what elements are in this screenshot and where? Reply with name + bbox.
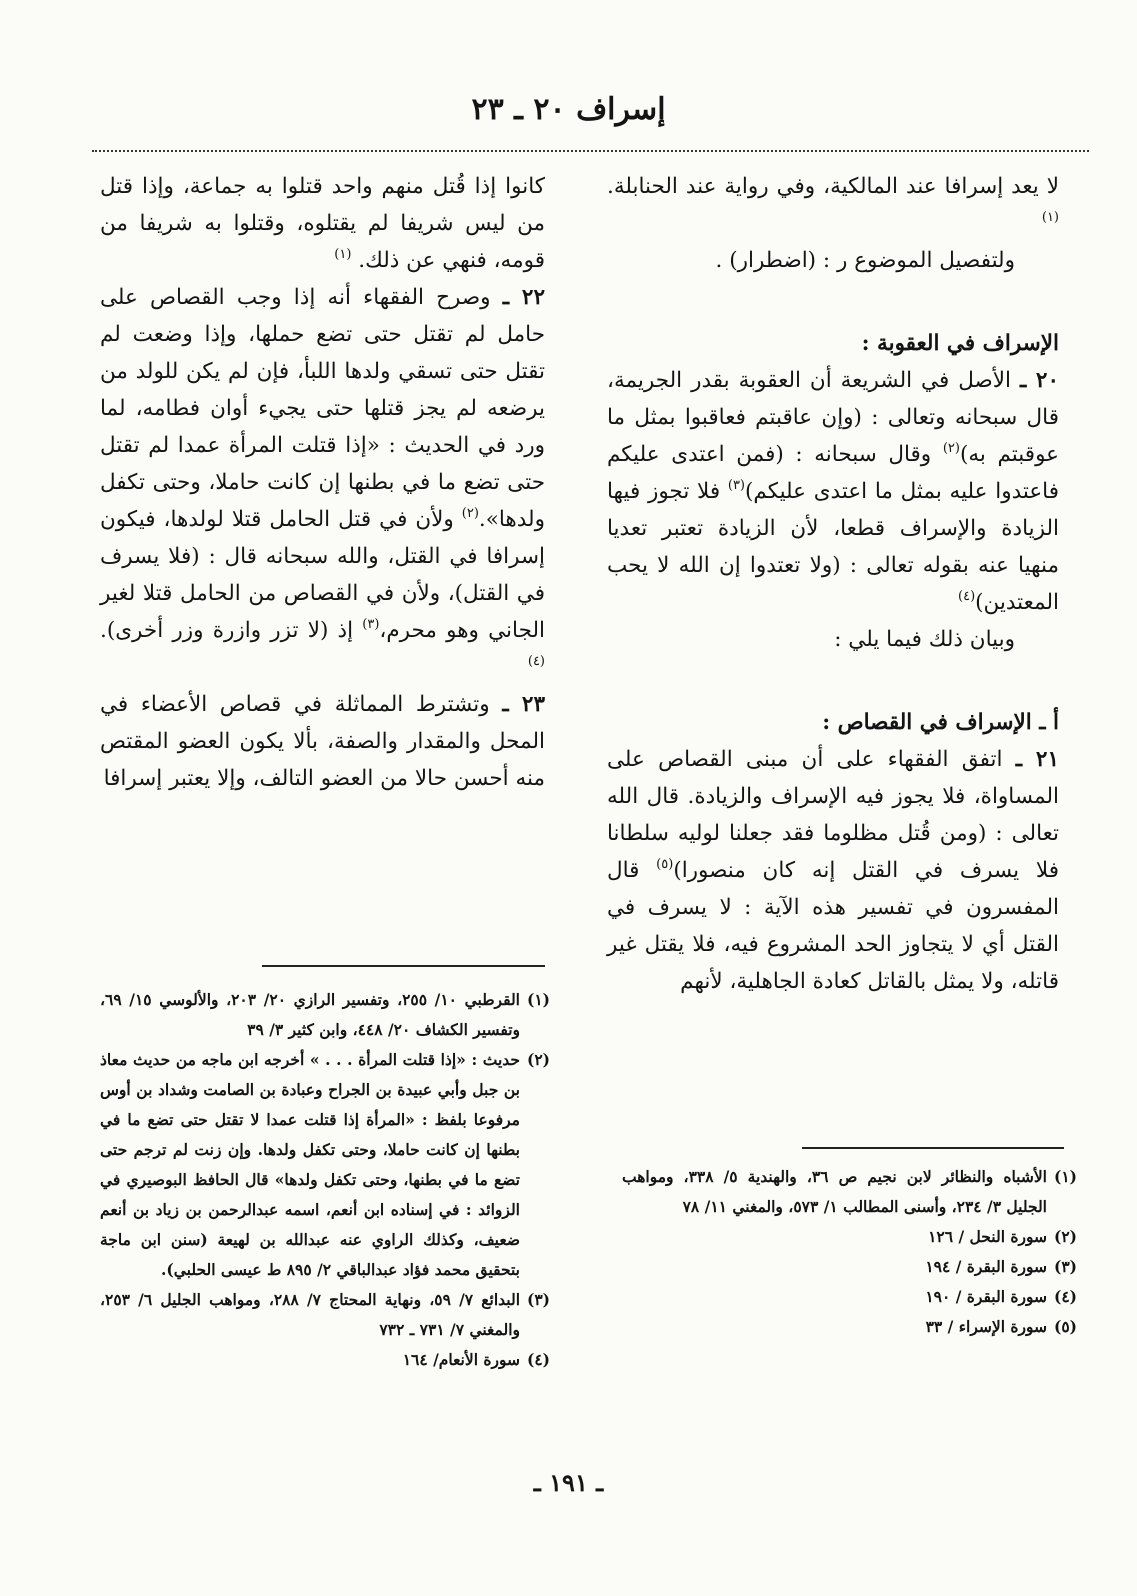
paragraph-text: وقال سبحانه : (فمن اعتدى عليكم فاعتدوا عليه بمثل ما اعتدى عليكم) [607, 442, 1060, 504]
footnote-ref[interactable]: (١) [334, 247, 352, 262]
right-column [607, 168, 1059, 1000]
footnotes-right [622, 1162, 1077, 1342]
paragraph-21 [607, 741, 1059, 1000]
paragraph-number: ٢٠ ـ [1019, 368, 1059, 393]
footnote-ref[interactable]: (٣) [727, 478, 745, 493]
footnote-ref[interactable]: (١) [1041, 210, 1059, 225]
footnote-text: البدائع ٧/ ٥٩، ونهاية المحتاج ٧/ ٢٨٨، ومواهب الجليل ٦/ ٢٥٣، والمغني ٧/ ٧٣١ ـ ٧٣٢ [100, 1290, 521, 1339]
footnote-text: حديث : «إذا قتلت المرأة . . . » أخرجه ابن ماجه من حديث معاذ بن جبل وأبي عبيدة بن الجراح وعبادة بن الصامت وشداد بن أوس مرفوعا بلفظ : «المرأة إذا قتلت عمدا لا تقتل حتى تضع ما في بطنها إن كانت حاملا، وحتى تكفل ولدها. وإن زنت لم ترجم حتى تضع ما في بطنها، وحتى تكفل ولدها» قال الحافظ البوصيري في الزوائد : في إسناده ابن أنعم، اسمه عبدالرحمن بن زياد بن أنعم ضعيف، وكذلك الراوي عنه عبدالله بن لهيعة (سنن ابن ماجة بتحقيق محمد فؤاد عبدالباقي ٢/ ٨٩٥ ط عيسى الحلبي). [100, 1050, 520, 1279]
footnote-number: (٤) [1053, 1287, 1077, 1306]
section-heading-qisas: أ ـ الإسراف في القصاص : [822, 710, 1059, 735]
header-divider [92, 150, 1089, 152]
paragraph-text: قال المفسرون في تفسير هذه الآية : لا يسرف في القتل أي لا يتجاوز الحد المشروع فيه، فلا يقتل غير قاتله، ولا يمثل بالقاتل كعادة الجاهلية، لأنهم [607, 858, 1059, 994]
paragraph-explanation: وبيان ذلك فيما يلي : [834, 627, 1015, 652]
paragraph-text: وصرح الفقهاء أنه إذا وجب القصاص على حامل لم تقتل حتى تضع حملها، وإذا وضعت لم تقتل حتى تسقي ولدها اللبأ، فإن لم يكن للولد من يرضعه لم يجز قتلها حتى يجيء أوان فطامه، لما ورد في الحديث : «إذا قتلت المرأة عمدا لم تقتل حتى تضع ما في بطنها إن كانت حاملا، وحتى تكفل ولدها». [100, 285, 545, 532]
footnote-number: (٢) [1053, 1227, 1077, 1246]
paragraph-text: الأصل في الشريعة أن العقوبة بقدر الجريمة، قال سبحانه وتعالى : (وإن عاقبتم فعاقبوا بمثل ما عوقبتم به) [607, 368, 1060, 467]
footnote-number: (١) [526, 990, 550, 1009]
footnote-text: سورة الإسراء / ٣٣ [925, 1317, 1047, 1336]
page-title: إسراف ٢٠ ـ ٢٣ [471, 92, 666, 127]
footnote-ref[interactable]: (٢) [461, 506, 479, 521]
paragraph-hanbali [607, 168, 1059, 242]
paragraph-number: ٢٢ ـ [502, 285, 545, 310]
paragraph-text: كانوا إذا قُتل منهم واحد قتلوا به جماعة، وإذا قتل من ليس شريفا لم يقتلوه، وقتلوا به شريفا من قومه، فنهي عن ذلك. [100, 174, 545, 273]
footnote-item [100, 1285, 550, 1345]
paragraph-text: إذ (لا تزر وازرة وزر أخرى). [100, 618, 363, 643]
paragraph-23 [100, 686, 545, 797]
paragraph-number: ٢١ ـ [1015, 747, 1059, 772]
paragraph-number: ٢٣ ـ [502, 692, 545, 717]
paragraph-text: وتشترط المماثلة في قصاص الأعضاء في المحل والمقدار والصفة، بألا يكون العضو المقتص منه أحسن حالا من العضو التالف، وإلا يعتبر إسرافا [100, 692, 545, 791]
footnote-ref[interactable]: (٢) [942, 441, 960, 456]
footnote-ref[interactable]: (٤) [527, 654, 545, 669]
page-number: ـ ١٩١ ـ [533, 1468, 604, 1497]
paragraph-continuation [100, 168, 545, 279]
paragraph-20 [607, 362, 1059, 621]
footnote-ref[interactable]: (٣) [362, 617, 380, 632]
footnote-number: (٣) [1053, 1257, 1077, 1276]
footnote-item [622, 1252, 1077, 1282]
paragraph-see-also: ولتفصيل الموضوع ر : (اضطرار) . [715, 248, 1015, 273]
footnote-item [622, 1312, 1077, 1342]
paragraph-text: فلا تجوز فيها الزيادة والإسراف قطعا، لأن الزيادة تعتبر تعديا منهيا عنه بقوله تعالى : (ولا تعتدوا إن الله لا يحب المعتدين) [607, 479, 1059, 615]
footnote-item [100, 1345, 550, 1375]
footnote-number: (٢) [526, 1050, 550, 1069]
footnote-item [622, 1162, 1077, 1222]
footnote-item [622, 1222, 1077, 1252]
footnote-text: سورة البقرة / ١٩٠ [925, 1287, 1047, 1306]
paragraph-text: ولأن في قتل الحامل قتلا لولدها، فيكون إسرافا في القتل، والله سبحانه قال : (فلا يسرف في القتل)، ولأن في القصاص من الحامل قتلا لغير الجاني وهو محرم، [100, 507, 545, 643]
footnote-number: (٥) [1053, 1317, 1077, 1336]
paragraph-22 [100, 279, 545, 686]
paragraph-text: لا يعد إسرافا عند المالكية، وفي رواية عند الحنابلة. [607, 174, 1059, 199]
footnote-text: الأشباه والنظائر لابن نجيم ص ٣٦، والهندية ٥/ ٣٣٨، ومواهب الجليل ٣/ ٢٣٤، وأسنى المطالب ١/ ٥٧٣، والمغني ١١/ ٧٨ [622, 1167, 1047, 1216]
footnote-text: سورة البقرة / ١٩٤ [925, 1257, 1047, 1276]
footnote-divider [802, 1147, 1064, 1149]
footnote-ref[interactable]: (٤) [958, 589, 976, 604]
footnote-number: (٣) [526, 1290, 550, 1309]
footnote-number: (٤) [526, 1350, 550, 1369]
footnote-divider [262, 965, 545, 967]
footnote-item [622, 1282, 1077, 1312]
left-column [100, 168, 545, 797]
paragraph-text: اتفق الفقهاء على أن مبنى القصاص على المساواة، فلا يجوز فيه الإسراف والزيادة. قال الله تعالى : (ومن قُتل مظلوما فقد جعلنا لوليه سلطانا فلا يسرف في القتل إنه كان منصورا) [607, 747, 1059, 883]
footnote-text: سورة الأنعام/ ١٦٤ [402, 1350, 520, 1369]
footnote-ref[interactable]: (٥) [656, 857, 674, 872]
footnote-number: (١) [1053, 1167, 1077, 1186]
footnote-item [100, 1045, 550, 1285]
footnotes-left [100, 985, 550, 1375]
section-heading-punishment: الإسراف في العقوبة : [861, 331, 1059, 356]
footnote-item [100, 985, 550, 1045]
footnote-text: سورة النحل / ١٢٦ [928, 1227, 1047, 1246]
footnote-text: القرطبي ١٠/ ٢٥٥، وتفسير الرازي ٢٠/ ٢٠٣، والألوسي ١٥/ ٦٩، وتفسير الكشاف ٢٠/ ٤٤٨، وابن كثير ٣/ ٣٩ [100, 990, 520, 1039]
